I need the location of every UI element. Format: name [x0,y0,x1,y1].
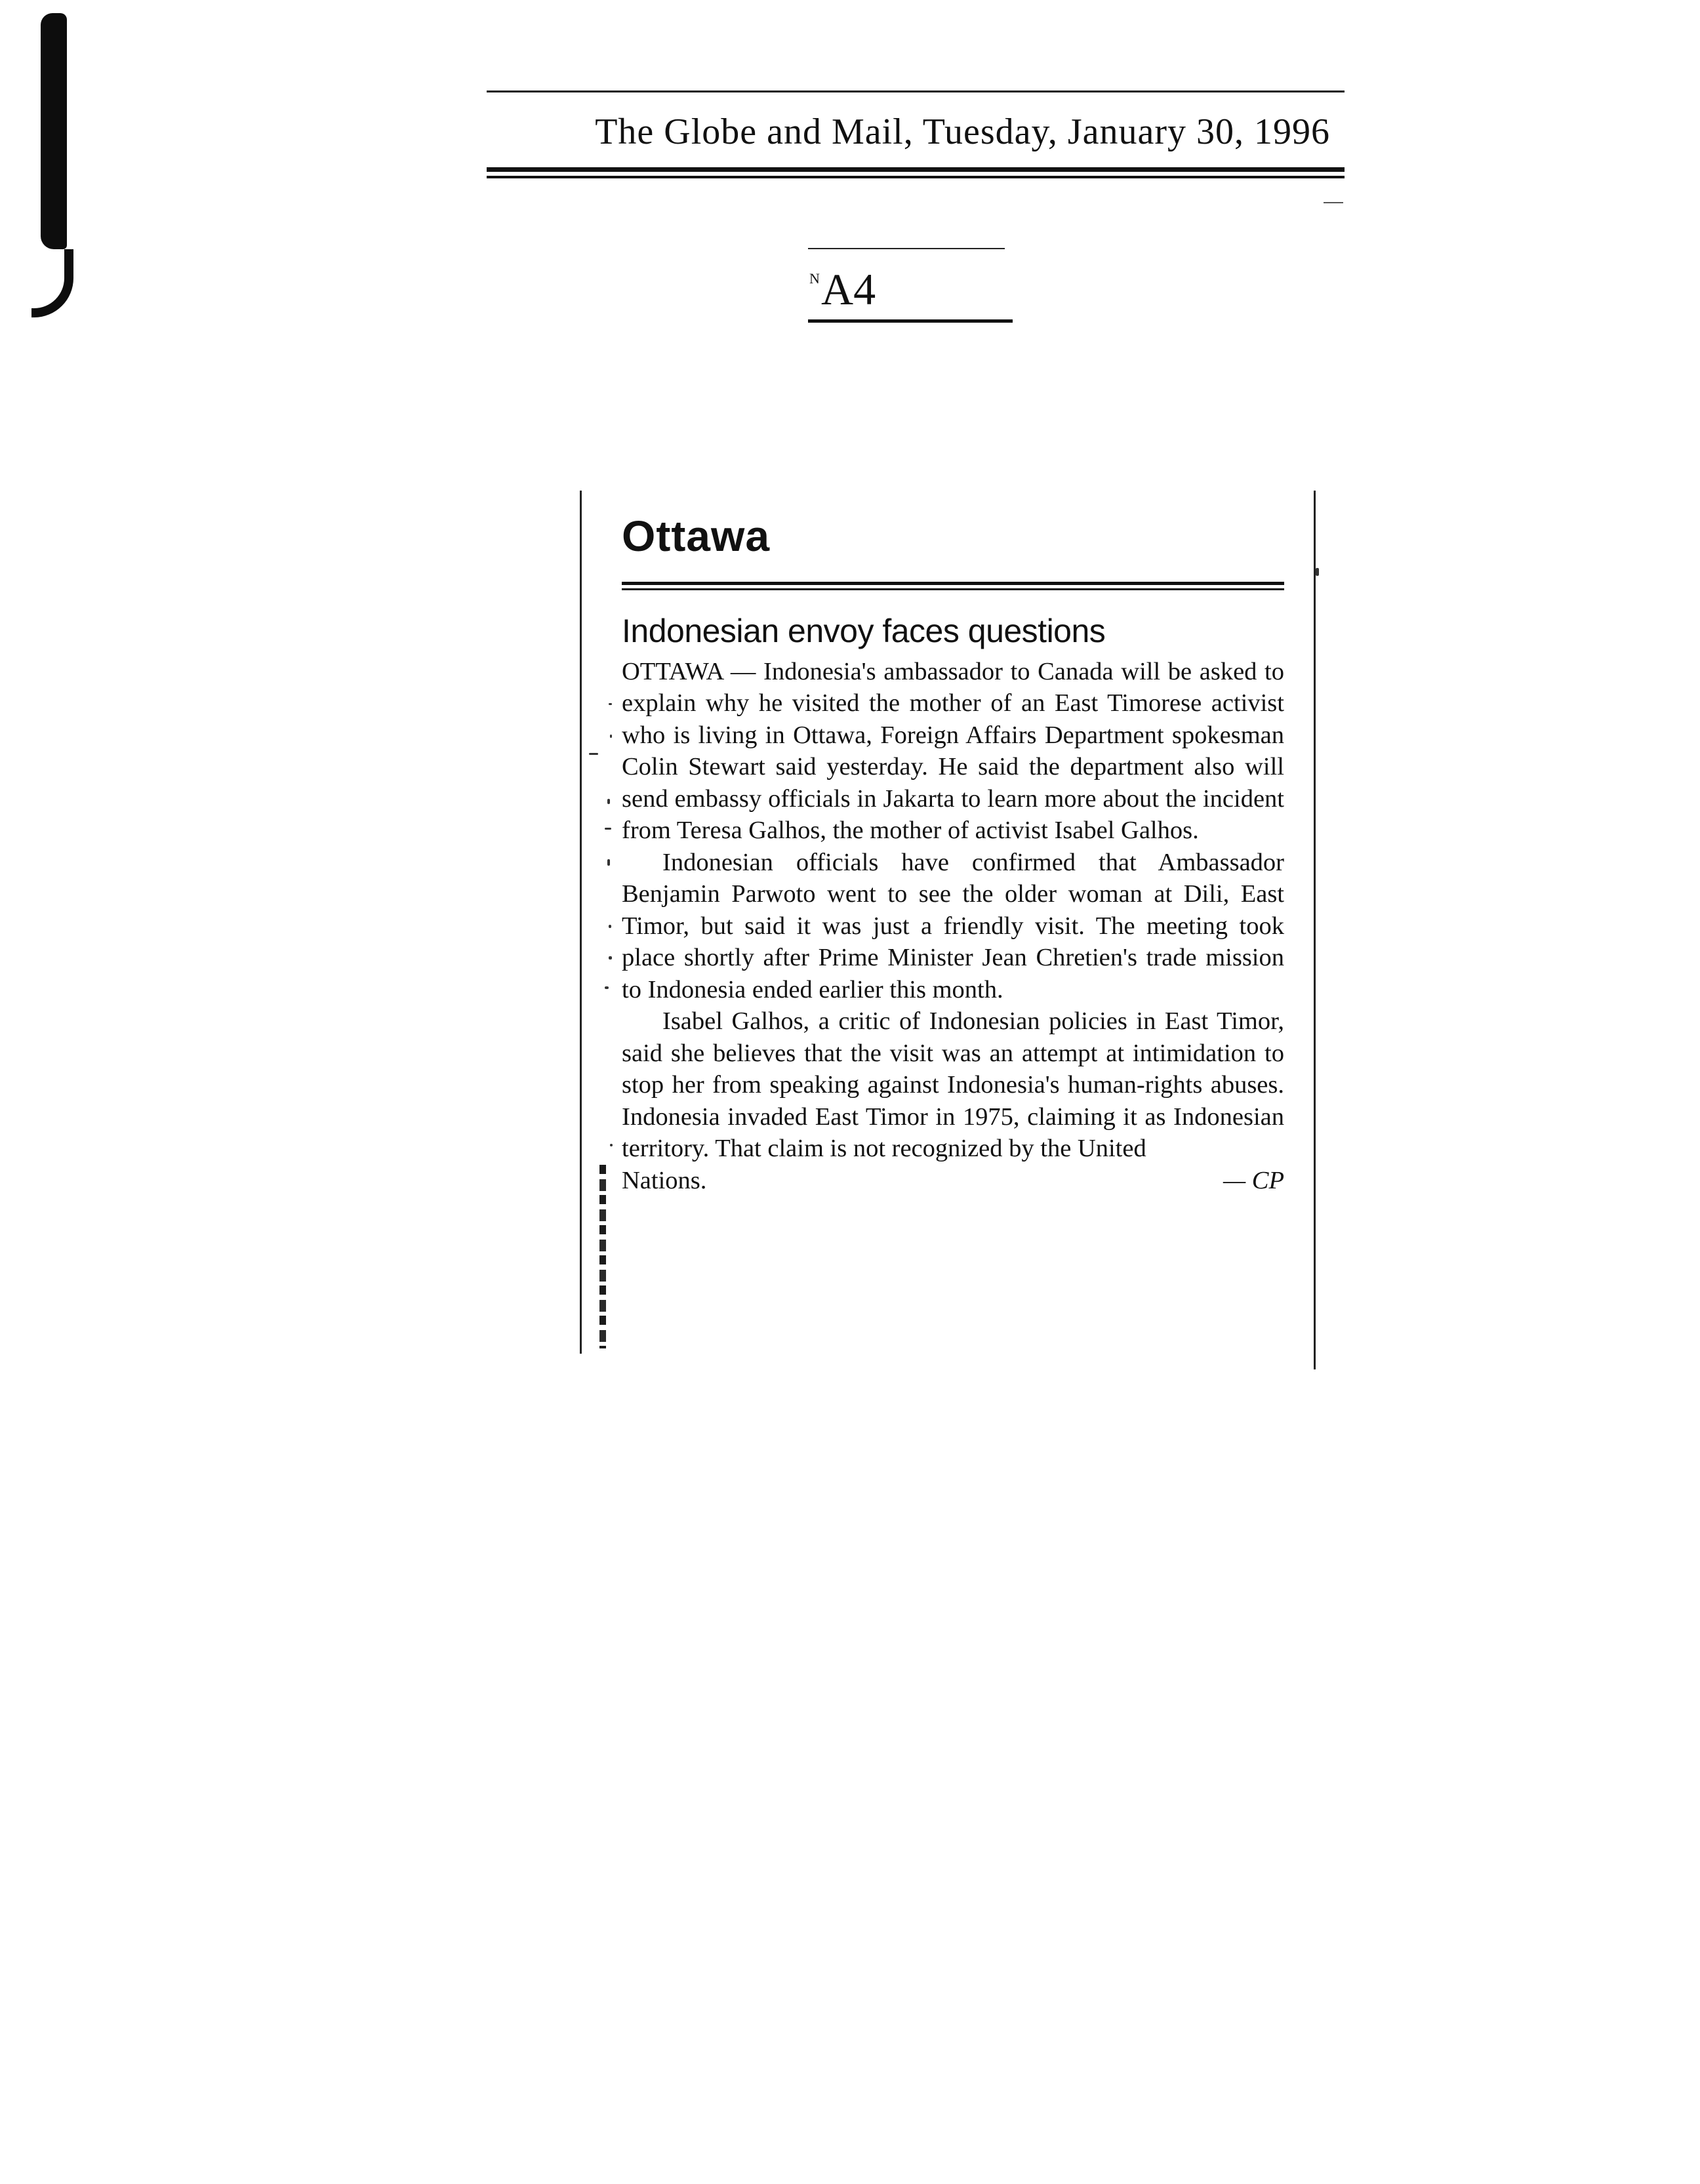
section-title: Ottawa [622,512,771,560]
scan-speck [589,753,598,755]
binding-curl [31,249,73,317]
scan-speck [609,925,611,928]
masthead [487,91,1345,178]
page-number-text [808,264,1013,315]
masthead-double-rule [487,167,1345,178]
article-paragraph-1: OTTAWA — Indonesia's ambassador to Canada will be asked to explain why he visited the mother of an East Timorese activist who is living in Ottawa, Foreign Affairs Department spokesman Colin Stewart said yesterday. He said the department also will send embassy officials in Jakarta to learn more about the incident from Teresa Galhos, the mother of activist Isabel Galhos. [622,657,1284,845]
scan-speck [607,859,610,866]
scan-speck [605,986,609,989]
scan-speck [609,703,612,705]
scan-speck [607,799,610,804]
scan-speck [610,735,612,738]
article-closing-line [622,1165,1284,1197]
page-number-label: A4 [821,264,876,314]
article-paragraph-2: Indonesian officials have confirmed that Ambassador Benjamin Parwoto went to see the older woman at Dili, East Timor, but said it was just a friendly visit. The meeting took place shortly after Prime Minister Jean Chretien's trade mission to Indonesia ended earlier this month. [622,848,1284,1003]
binding-mark [41,13,67,249]
article-clipping [580,491,1316,1356]
page-number [808,248,1013,323]
section-rule [622,582,1284,590]
page-number-superscript: N [809,270,820,287]
clipping-right-border [1314,491,1316,1369]
scan-speck [610,1144,613,1146]
masthead-top-rule [487,91,1345,92]
article-headline: Indonesian envoy faces questions [622,613,1106,650]
page-number-bottom-rule [808,319,1013,323]
scan-speck [1316,568,1319,576]
scan-speck [609,956,612,960]
article-last-line: Nations. [622,1166,707,1194]
page-number-top-rule [808,248,1005,249]
masthead-tick [1324,202,1343,203]
clipping-left-border [580,491,582,1354]
masthead-text: The Globe and Mail, Tuesday, January 30, 1996 [595,111,1330,152]
scan-speck [605,828,611,830]
article-paragraph-3: Isabel Galhos, a critic of Indonesian policies in East Timor, said she believes that the visit was an attempt at intimidation to stop her from speaking against Indonesia's human-rights abuses. Indonesia invaded East Timor in 1975, claiming it as Indonesian territory. That claim is not recognized by the United [622,1007,1284,1163]
scan-edge-smudge [599,1165,606,1348]
article-credit: — CP [1223,1166,1284,1194]
article-body [622,510,1284,1196]
